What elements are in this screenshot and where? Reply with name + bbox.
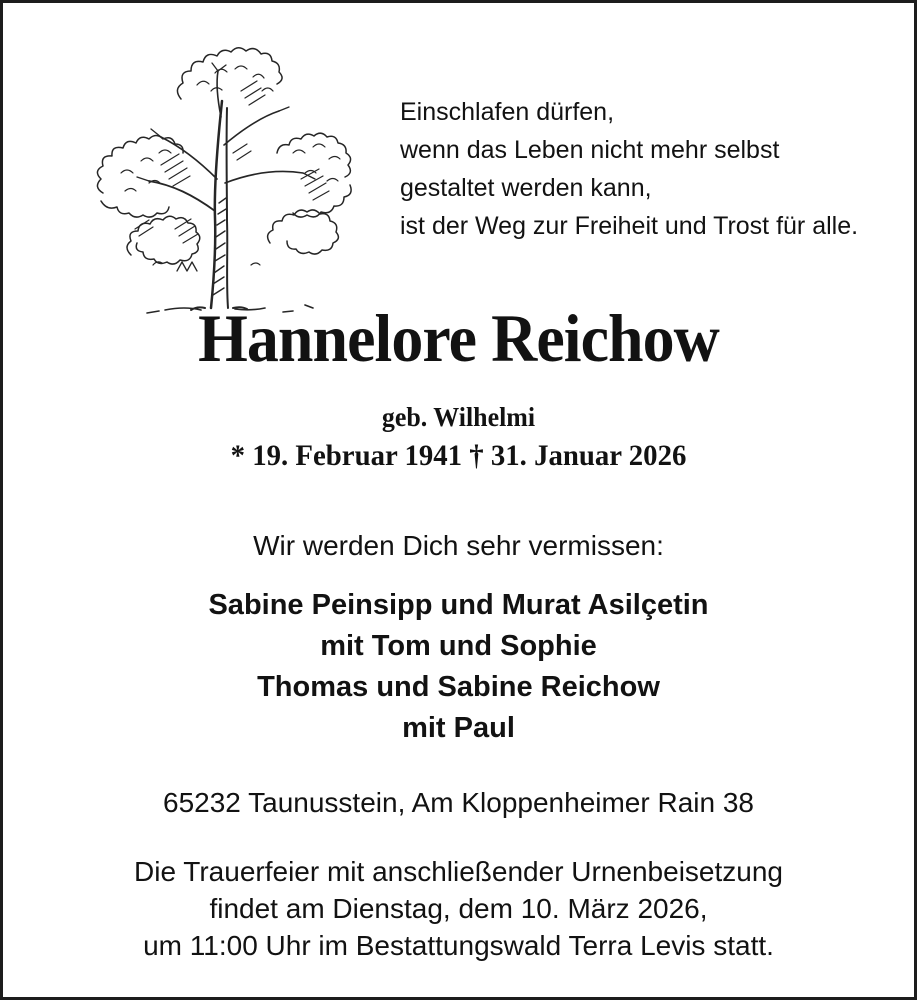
deceased-name: Hannelore Reichow <box>198 300 719 376</box>
funeral-line: findet am Dienstag, dem 10. März 2026, <box>209 893 708 924</box>
mourner-line: mit Paul <box>402 712 515 744</box>
funeral-line: um 11:00 Uhr im Bestattungswald Terra Levis statt. <box>143 930 774 961</box>
mourner-line: mit Tom und Sophie <box>320 630 597 662</box>
verse-line: Einschlafen dürfen, <box>400 98 615 126</box>
verse-line: ist der Weg zur Freiheit und Trost für alle. <box>400 212 859 240</box>
funeral-line: Die Trauerfeier mit anschließender Urnenbeisetzung <box>134 856 783 887</box>
funeral-info <box>3 853 914 964</box>
mourners-list <box>3 585 914 749</box>
life-dates: * 19. Februar 1941 † 31. Januar 2026 <box>230 439 687 472</box>
maiden-name: geb. Wilhelmi <box>381 402 536 432</box>
verse-line: wenn das Leben nicht mehr selbst <box>400 136 780 164</box>
farewell-line: Wir werden Dich sehr vermissen: <box>253 530 664 561</box>
mourner-line: Thomas und Sabine Reichow <box>257 671 660 703</box>
verse <box>400 93 858 245</box>
mourner-line: Sabine Peinsipp und Murat Asilçetin <box>208 589 709 621</box>
address-line: 65232 Taunusstein, Am Kloppenheimer Rain 38 <box>163 787 754 818</box>
verse-line: gestaltet werden kann, <box>400 174 652 202</box>
tree-sketch-icon <box>65 33 375 318</box>
